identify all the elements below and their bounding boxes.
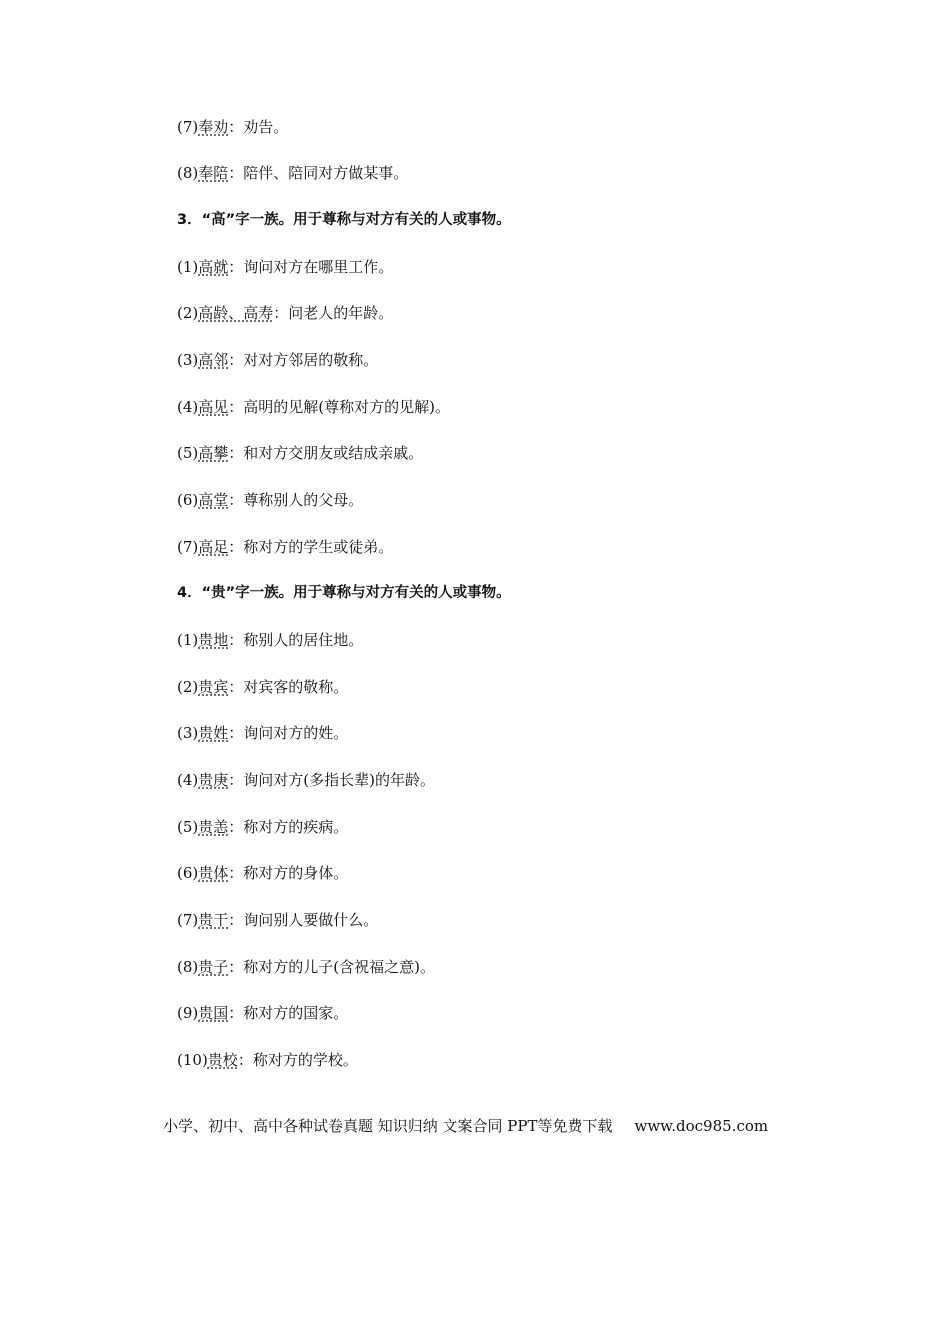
item-definition: 尊称别人的父母。: [243, 491, 364, 509]
list-item: [177, 957, 435, 977]
item-term: 贵体: [198, 864, 229, 882]
item-separator: ：: [228, 538, 244, 556]
item-separator: ：: [228, 771, 244, 789]
item-term: 贵国: [198, 1004, 229, 1022]
item-definition: 对宾客的敬称。: [243, 678, 349, 696]
list-item: [177, 163, 408, 183]
item-definition: 询问对方的姓。: [243, 724, 349, 742]
item-definition: 对对方邻居的敬称。: [243, 351, 379, 369]
item-term: 贵地: [198, 631, 229, 649]
item-definition: 称别人的居住地。: [243, 631, 364, 649]
list-item: [177, 677, 348, 697]
item-separator: ：: [228, 398, 244, 416]
list-item: [177, 910, 378, 930]
item-definition: 陪伴、陪同对方做某事。: [243, 164, 409, 182]
list-item: [177, 350, 378, 370]
item-number: (7): [177, 538, 199, 556]
section-heading: 3．“高”字一族。用于尊称与对方有关的人或事物。: [177, 212, 511, 228]
item-number: (10): [177, 1051, 208, 1069]
item-term: 高见: [198, 398, 229, 416]
item-term: 贵宾: [198, 678, 229, 696]
item-term: 奉陪: [198, 164, 229, 182]
item-number: (1): [177, 631, 199, 649]
item-separator: ：: [228, 491, 244, 509]
item-separator: ：: [228, 678, 244, 696]
item-separator: ：: [273, 304, 289, 322]
item-term: 高就: [198, 258, 229, 276]
item-term: 高足: [198, 538, 229, 556]
item-definition: 称对方的身体。: [243, 864, 349, 882]
list-item: [177, 490, 363, 510]
item-separator: ：: [228, 258, 244, 276]
list-item: [177, 443, 423, 463]
item-number: (3): [177, 724, 199, 742]
footer-url: www.doc985.com: [634, 1117, 769, 1135]
item-separator: ：: [237, 1051, 253, 1069]
item-number: (2): [177, 304, 199, 322]
list-item: [177, 1050, 358, 1070]
item-separator: ：: [228, 164, 244, 182]
list-item: [177, 630, 363, 650]
item-definition: 高明的见解(尊称对方的见解)。: [243, 398, 450, 416]
list-item: [177, 723, 348, 743]
list-item: [177, 863, 348, 883]
item-definition: 称对方的儿子(含祝福之意)。: [243, 958, 435, 976]
item-number: (6): [177, 491, 199, 509]
item-number: (8): [177, 958, 199, 976]
item-separator: ：: [228, 631, 244, 649]
list-item: [177, 817, 348, 837]
item-number: (6): [177, 864, 199, 882]
item-separator: ：: [228, 351, 244, 369]
item-definition: 询问对方(多指长辈)的年龄。: [243, 771, 435, 789]
page-footer: [163, 1116, 768, 1136]
item-number: (5): [177, 818, 199, 836]
item-definition: 称对方的疾病。: [243, 818, 349, 836]
item-number: (9): [177, 1004, 199, 1022]
item-number: (3): [177, 351, 199, 369]
item-definition: 和对方交朋友或结成亲戚。: [243, 444, 424, 462]
item-number: (7): [177, 911, 199, 929]
item-definition: 称对方的学生或徒弟。: [243, 538, 394, 556]
item-term: 贵子: [198, 958, 229, 976]
section-heading: 4．“贵”字一族。用于尊称与对方有关的人或事物。: [177, 585, 511, 601]
item-term: 贵干: [198, 911, 229, 929]
item-separator: ：: [228, 444, 244, 462]
item-definition: 称对方的国家。: [243, 1004, 349, 1022]
item-separator: ：: [228, 818, 244, 836]
item-term: 贵姓: [198, 724, 229, 742]
item-number: (5): [177, 444, 199, 462]
item-term: 高攀: [198, 444, 229, 462]
item-term: 贵恙: [198, 818, 229, 836]
item-number: (7): [177, 118, 199, 136]
item-separator: ：: [228, 1004, 244, 1022]
item-term: 贵校: [207, 1051, 238, 1069]
item-number: (2): [177, 678, 199, 696]
item-separator: ：: [228, 911, 244, 929]
list-item: [177, 303, 393, 323]
item-term: 贵庚: [198, 771, 229, 789]
list-item: [177, 770, 435, 790]
item-separator: ：: [228, 864, 244, 882]
item-definition: 称对方的学校。: [252, 1051, 358, 1069]
list-item: [177, 537, 393, 557]
list-item: [177, 1003, 348, 1023]
item-separator: ：: [228, 724, 244, 742]
list-item: [177, 117, 288, 137]
footer-text: 小学、初中、高中各种试卷真题 知识归纳 文案合同 PPT等免费下载: [163, 1117, 613, 1135]
item-definition: 询问别人要做什么。: [243, 911, 379, 929]
item-term: 高邻: [198, 351, 229, 369]
item-definition: 劝告。: [243, 118, 289, 136]
item-definition: 问老人的年龄。: [288, 304, 394, 322]
item-number: (8): [177, 164, 199, 182]
item-term: 高龄、高寿: [198, 304, 274, 322]
list-item: [177, 257, 393, 277]
item-term: 奉劝: [198, 118, 229, 136]
item-number: (1): [177, 258, 199, 276]
item-number: (4): [177, 771, 199, 789]
item-separator: ：: [228, 118, 244, 136]
item-definition: 询问对方在哪里工作。: [243, 258, 394, 276]
item-number: (4): [177, 398, 199, 416]
item-separator: ：: [228, 958, 244, 976]
list-item: [177, 397, 450, 417]
item-term: 高堂: [198, 491, 229, 509]
